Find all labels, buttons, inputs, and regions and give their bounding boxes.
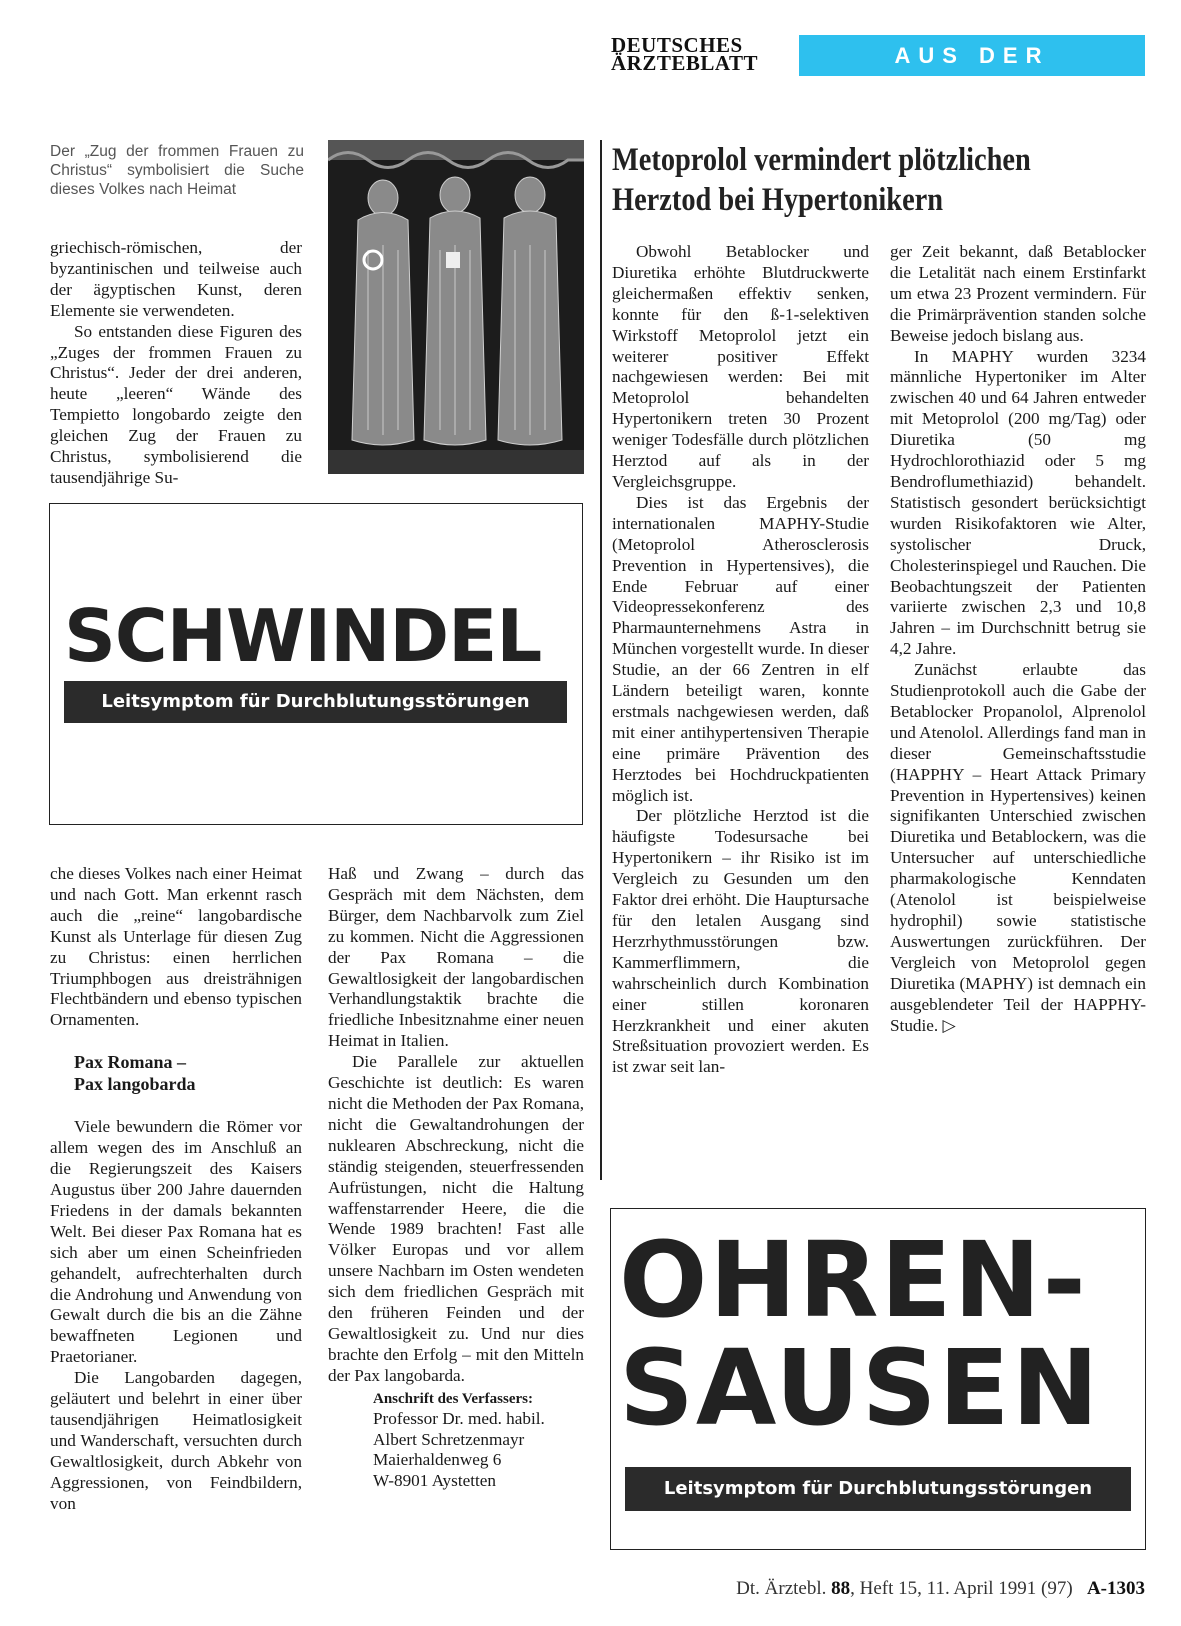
article2-headline xyxy=(612,140,1059,220)
figures-illustration xyxy=(328,140,584,474)
advert-headline-line1: OHREN- xyxy=(619,1219,1088,1341)
author-address-line: Maierhaldenweg 6 xyxy=(373,1450,502,1470)
footer-volume: 88 xyxy=(831,1578,851,1599)
advert-ohrensausen xyxy=(610,1208,1146,1550)
page-number: A-1303 xyxy=(1086,1578,1145,1599)
paragraph: Zunächst erlaubte das Studienprotokoll auch die Gabe der Betablocker Propanolol, Alprenolol und Atenolol. Allerdings fand man in dieser Gemeinschaftsstudie (HAPPHY – Heart Attack Primary Prevention in Hypertensives) keinen signifikanten Unterschied zwischen Diuretika und Betablockern, was die Untersucher auf unterschiedliche pharmakologische Kenndaten (Atenolol ist beispielweise hydrophil) sowie statistische Auswertungen zurückführen. Der Vergleich von Metoprolol gegen Diuretika (MAPHY) ist demnach ein ausgeblendeter Teil der HAPPHY-Studie. ▷ xyxy=(890,660,1146,1035)
section-tag: AUS DER INDUSTRIE xyxy=(799,35,1145,76)
column-divider xyxy=(600,140,602,1180)
paragraph: ger Zeit bekannt, daß Betablocker die Letalität nach einem Erstinfarkt um etwa 23 Prozent vermindern. Für die Primärprävention standen solche Beweise jedoch bislang aus. xyxy=(890,242,1146,345)
paragraph: So entstanden diese Figuren des „Zuges der frommen Frauen zu Christus“. Jeder der drei anderen, heute „leeren“ Wände des Tempietto longobardo zeigte den gleichen Zug der Frauen zu Christus, symbolisierend die tausendjährige Su- xyxy=(50,321,302,487)
article1-column-lower-left xyxy=(50,864,302,1514)
masthead-line1: DEUTSCHES xyxy=(611,33,743,57)
paragraph: Die Parallele zur aktuellen Geschichte ist deutlich: Es waren nicht die Methoden der Pax Romana, nicht die Gewaltandrohungen der nuklearen Abschreckung, nicht die ständig steigenden, steuerfressenden Aufrüstungen, nicht die Haltung waffenstarrender Heere, die die Wende 1989 brachten! Fast alle Völker Europas und vor allem unsere Nachbarn im Osten wendeten sich dem friedlichen Gespräch mit den früheren Feinden und der Gewaltlosigkeit zu. Und nur dies brachte den Erfolg – mit den Mitteln der Pax langobarda. xyxy=(328,1052,584,1385)
paragraph: Die Langobarden dagegen, geläutert und belehrt in einer über tausendjährigen Heimatlosigkeit und Wanderschaft, versuchten durch Gewaltlosigkeit, durch Abkehr von Aggressionen, von Feindbildern, von xyxy=(50,1368,302,1513)
article1-column-lower-right xyxy=(328,864,584,1492)
subheading-line1: Pax Romana – xyxy=(74,1052,186,1073)
footer-journal: Dt. Ärztebl. xyxy=(736,1578,832,1599)
article2-column-right xyxy=(890,242,1146,1036)
headline-line1: Metoprolol vermindert plötzlichen xyxy=(612,142,1031,178)
author-address-line: W-8901 Aystetten xyxy=(373,1471,497,1491)
paragraph: Der plötzliche Herztod ist die häufigste Todesursache bei Hypertonikern – ihr Risiko ist im Vergleich zu Gesunden um den Faktor drei erhöht. Die Hauptursache für den letalen Ausgang sind Herzrhythmusstörungen bzw. Kammerflimmern, die wahrscheinlich durch Kombination einer stillen koronaren Herzkrankheit und einer akuten Streßsituation provoziert werden. Es ist zwar seit lan- xyxy=(612,806,869,1077)
subheading-line2: Pax langobarda xyxy=(74,1074,196,1095)
paragraph: che dieses Volkes nach einer Heimat und nach Gott. Man erkennt rasch auch die „reine“ langobardische Kunst als Unterlage für diesen Zug zu Christus: einen herrlichen Triumphbogen aus dreisträhnigen Flechtbändern und ebenso typischen Ornamenten. xyxy=(50,864,302,1030)
author-address-heading: Anschrift des Verfassers: xyxy=(373,1390,533,1407)
author-address-line: Professor Dr. med. habil. xyxy=(373,1408,545,1428)
advert-tagline: Leitsymptom für Durchblutungsstörungen xyxy=(64,681,567,723)
photo-caption: Der „Zug der frommen Frauen zu Christus“ symbolisiert die Suche dieses Volkes nach Heimat xyxy=(50,143,304,198)
figures-photo xyxy=(328,140,584,474)
paragraph: Viele bewundern die Römer vor allem wegen des im Anschluß an die Regierungszeit des Kaisers Augustus über 200 Jahre dauernden Friedens in der damals bekannten Welt. Bei dieser Pax Romana hat es sich aber um einen Scheinfrieden gehandelt, aufrechterhalten durch die Androhung und Anwendung von Gewalt durch die bis an die Zähne bewaffneten Legionen und Praetorianer. xyxy=(50,1117,302,1367)
article2-column-left xyxy=(612,242,869,1078)
paragraph: Dies ist das Ergebnis der internationalen MAPHY-Studie (Metoprolol Atherosclerosis Prevention in Hypertensives), die Ende Februar auf einer Videopressekonferenz des Pharmaunternehmens Astra in München vorgestellt wurde. In dieser Studie, an der 66 Zentren in elf Ländern beteiligt waren, konnte erstmals nachgewiesen werden, daß mit einer antihypertensiven Therapie eine primäre Prävention des Herztodes bei Hochdruckpatienten möglich ist. xyxy=(612,492,869,805)
paragraph: In MAPHY wurden 3234 männliche Hypertoniker im Alter zwischen 40 und 64 Jahren entweder mit Metoprolol (200 mg/Tag) oder Diuretika (50 mg Hydrochlorothiazid oder 5 mg Bendroflumethiazid) behandelt. Statistisch gesondert berücksichtigt wurden Risikofaktoren wie Alter, systolischer Druck, Cholesterinspiegel und Rauchen. Die Beobachtungszeit der Patienten variierte zwischen 2,3 und 10,8 Jahren – im Durchschnitt betrug sie 4,2 Jahre. xyxy=(890,346,1146,659)
paragraph: Obwohl Betablocker und Diuretika erhöhte Blutdruckwerte gleichermaßen effektiv senken, konnte für den ß-1-selektiven Wirkstoff Metoprolol jetzt ein weiterer positiver Effekt nachgewiesen werden: Bei mit Metoprolol behandelten Hypertonikern treten 30 Prozent weniger Todesfälle durch plötzlichen Herztod auf als in der Vergleichsgruppe. xyxy=(612,242,869,491)
masthead-line2: ÄRZTEBLATT xyxy=(611,51,758,75)
advert-tagline: Leitsymptom für Durchblutungsstörungen xyxy=(625,1467,1131,1511)
advert-headline: SCHWINDEL xyxy=(64,594,542,678)
author-address-line: Albert Schretzenmayr xyxy=(373,1429,525,1449)
masthead-logo xyxy=(611,33,758,75)
paragraph: Haß und Zwang – durch das Gespräch mit dem Nächsten, dem Bürger, dem Nachbarvolk zum Ziel zu kommen. Nicht die Aggressionen der Pax Romana – die Gewaltlosigkeit der langobardischen Verhandlungstaktik brachte die friedliche Inbesitznahme einer neuen Heimat in Italien. xyxy=(328,864,584,1051)
advert-schwindel xyxy=(49,503,583,825)
page-footer xyxy=(640,1578,1145,1600)
paragraph: griechisch-römischen, der byzantinischen und teilweise auch der ägyptischen Kunst, deren Elemente sie verwendeten. xyxy=(50,238,302,320)
advert-headline-line2: SAUSEN xyxy=(619,1327,1101,1449)
article1-column-upper xyxy=(50,238,302,489)
headline-line2: Herztod bei Hypertonikern xyxy=(612,182,944,218)
subheading xyxy=(50,1051,302,1095)
footer-issue: , Heft 15, 11. April 1991 (97) xyxy=(850,1578,1087,1599)
